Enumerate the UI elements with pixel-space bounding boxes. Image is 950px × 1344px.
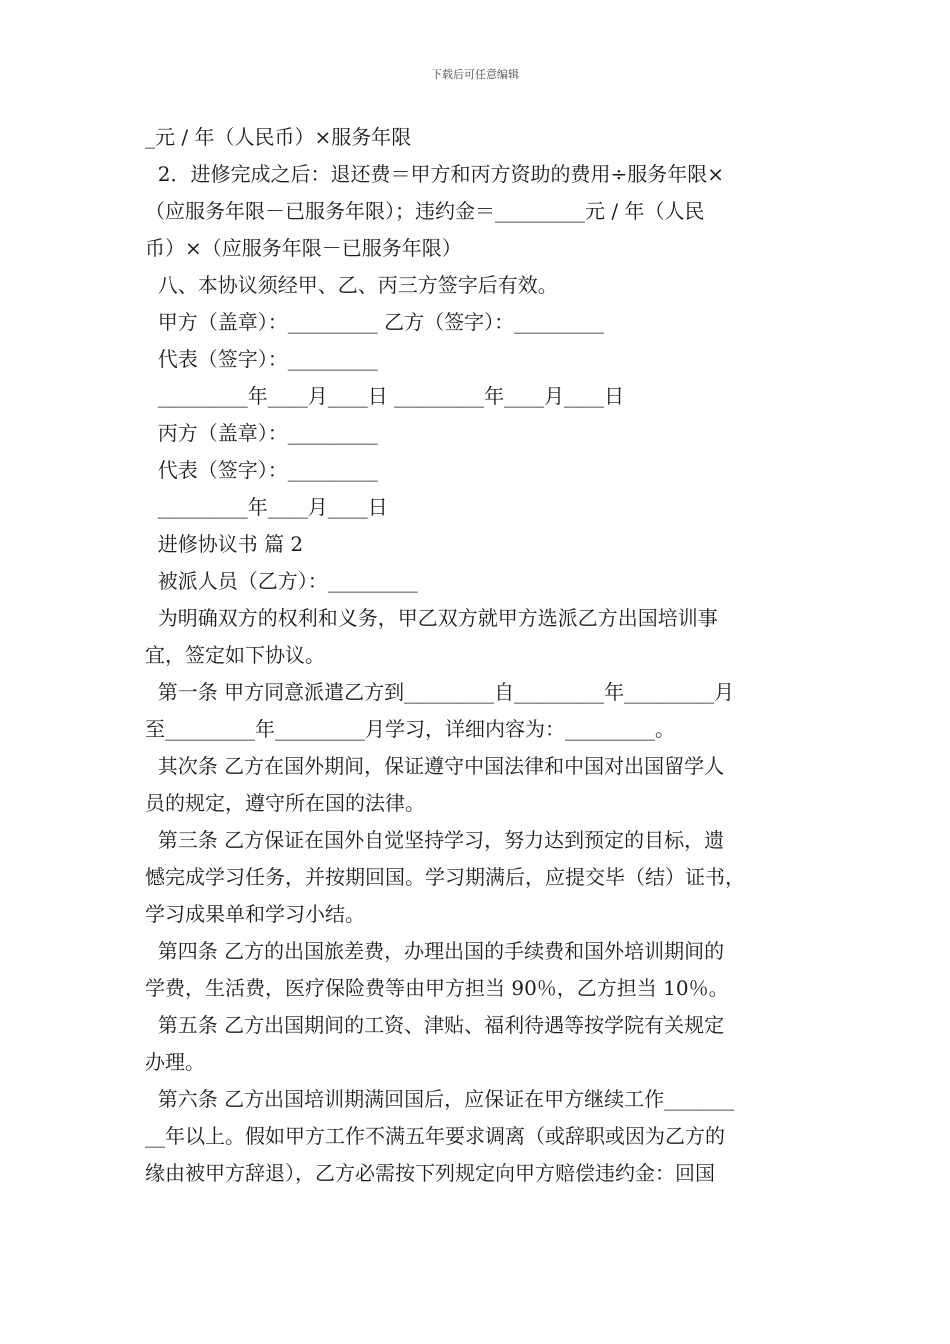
text-line: 办理。 <box>145 1050 205 1074</box>
text-line: 甲方（盖章）：_________ 乙方（签字）：_________ <box>145 310 605 334</box>
text-line: （应服务年限－已服务年限）；违约金＝_________元 / 年（人民 <box>145 199 705 223</box>
text-line: 币）×（应服务年限－已服务年限） <box>145 236 462 260</box>
text-line: 丙方（盖章）：_________ <box>145 421 378 445</box>
text-line: 第六条 乙方出国培训期满回国后，应保证在甲方继续工作_______ <box>145 1087 735 1111</box>
text-line: 其次条 乙方在国外期间，保证遵守中国法律和中国对出国留学人 <box>145 754 725 778</box>
text-line: 学费，生活费，医疗保险费等由甲方担当 90％，乙方担当 10％。 <box>145 976 729 1000</box>
document-body <box>145 119 815 1192</box>
text-line: 代表（签字）：_________ <box>145 347 378 371</box>
text-line: 员的规定，遵守所在国的法律。 <box>145 791 425 815</box>
text-line: 第一条 甲方同意派遣乙方到_________自_________年_________月 <box>145 680 735 704</box>
text-line: 第四条 乙方的出国旅差费，办理出国的手续费和国外培训期间的 <box>145 939 725 963</box>
text-line: 第三条 乙方保证在国外自觉坚持学习，努力达到预定的目标，遗 <box>145 828 725 852</box>
text-line: 代表（签字）：_________ <box>145 458 378 482</box>
text-line: 至_________年_________月学习，详细内容为：_________。 <box>145 717 675 741</box>
text-line: 第五条 乙方出国期间的工资、津贴、福利待遇等按学院有关规定 <box>145 1013 725 1037</box>
text-line: 缘由被甲方辞退），乙方必需按下列规定向甲方赔偿违约金：回国 <box>145 1161 715 1185</box>
text-line: __年以上。假如甲方工作不满五年要求调离（或辞职或因为乙方的 <box>145 1124 725 1148</box>
text-line: 八、本协议须经甲、乙、丙三方签字后有效。 <box>145 273 558 297</box>
text-line: _________年____月____日 _________年____月____日 <box>145 384 625 408</box>
section-heading: 进修协议书 篇 2 <box>145 532 304 556</box>
text-line: 学习成果单和学习小结。 <box>145 902 365 926</box>
text-line: 宜，签定如下协议。 <box>145 643 325 667</box>
page-header: 下载后可任意编辑 <box>431 68 519 81</box>
text-line: 憾完成学习任务，并按期回国。学习期满后，应提交毕（结）证书， <box>145 865 745 889</box>
text-line: 2．进修完成之后：退还费＝甲方和丙方资助的费用÷服务年限× <box>145 162 724 186</box>
text-line: _________年____月____日 <box>145 495 388 519</box>
text-line: _元 / 年（人民币）×服务年限 <box>145 125 412 149</box>
text-line: 为明确双方的权利和义务，甲乙双方就甲方选派乙方出国培训事 <box>145 606 718 630</box>
text-line: 被派人员（乙方）：_________ <box>145 569 418 593</box>
